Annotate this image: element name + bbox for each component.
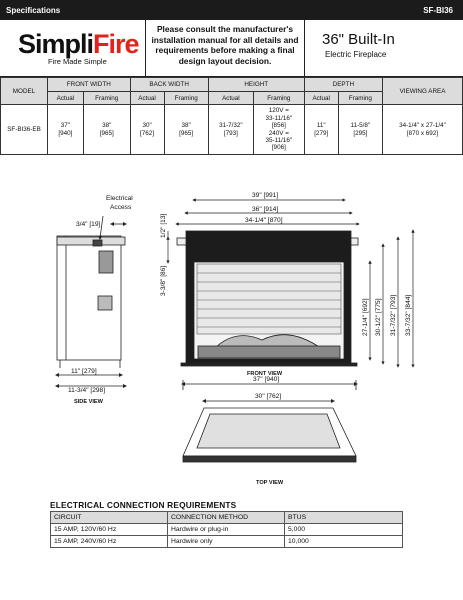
- ember-bed: [198, 346, 340, 358]
- model-code: SF-BI36: [423, 6, 453, 15]
- section-label: Specifications: [6, 6, 61, 15]
- electrical-title: ELECTRICAL CONNECTION REQUIREMENTS: [50, 500, 237, 510]
- vent-grille: [98, 296, 112, 310]
- top-front-edge: [183, 456, 356, 462]
- cell-btus: 5,000: [285, 524, 403, 536]
- side-view: [57, 216, 125, 386]
- dim-label-31: 31-7/32" [793]: [390, 294, 397, 336]
- cell-btus: 10,000: [285, 536, 403, 548]
- dim-label-33: 33-7/32" [844]: [405, 294, 412, 336]
- brand-name-prefix: Simpli: [18, 29, 94, 59]
- side-top-flange: [57, 237, 125, 245]
- leader-electrical: [100, 216, 103, 238]
- dim-label-39: 39" [991]: [252, 192, 279, 199]
- brand-logo: [18, 30, 139, 66]
- product-title: 36" Built-In: [322, 31, 395, 48]
- dim-label-30: 30-1/2" [775]: [375, 298, 382, 336]
- cell-height-framing: 120V = 33-11/16" [856] 240V = 35-11/16" [906]: [253, 105, 304, 155]
- cell-depth-framing: 11-5/8" [295]: [338, 105, 382, 155]
- sub-header: Framing: [338, 92, 382, 105]
- dim-label-side-depth-2: 11-3/4" [298]: [68, 387, 106, 394]
- product-subtitle: Electric Fireplace: [325, 50, 387, 59]
- spec-table: [0, 77, 463, 155]
- front-view: [177, 231, 358, 366]
- electrical-access-label: Electrical: [106, 195, 133, 202]
- dim-label-side-depth: 11" [279]: [71, 368, 97, 375]
- group-front-width: FRONT WIDTH: [48, 78, 131, 92]
- header: [0, 20, 463, 77]
- col-model: MODEL: [1, 78, 48, 105]
- sub-header: Actual: [304, 92, 338, 105]
- side-view-label: SIDE VIEW: [74, 399, 103, 405]
- sub-header: Actual: [130, 92, 164, 105]
- col-viewing-area: VIEWING AREA: [383, 78, 463, 105]
- dim-label-3-3-8: 3-3/8" [86]: [160, 265, 167, 296]
- sub-header: Framing: [83, 92, 130, 105]
- cell-height-actual: 31-7/32" [793]: [208, 105, 253, 155]
- group-back-width: BACK WIDTH: [130, 78, 208, 92]
- cell-viewing-area: 34-1/4" x 27-1/4" [870 x 692]: [383, 105, 463, 155]
- dim-label-36: 36" [914]: [252, 206, 279, 213]
- access-box: [93, 240, 102, 246]
- sub-header: Actual: [48, 92, 84, 105]
- top-inner: [197, 414, 340, 448]
- cell-front-framing: 38" [965]: [83, 105, 130, 155]
- technical-drawing: [0, 178, 463, 498]
- electrical-table: [50, 511, 403, 548]
- dim-label-top-37: 37" [940]: [253, 376, 280, 383]
- cell-model: SF-BI36-EB: [1, 105, 48, 155]
- dim-label-27: 27-1/4" [692]: [362, 298, 369, 336]
- front-view-label: FRONT VIEW: [247, 371, 283, 377]
- cell-depth-actual: 11" [279]: [304, 105, 338, 155]
- top-bar: [0, 0, 463, 20]
- front-base: [181, 363, 357, 366]
- sub-header: Actual: [208, 92, 253, 105]
- brand-name-suffix: Fire: [93, 29, 139, 59]
- cell-connection: Hardwire only: [168, 536, 285, 548]
- electrical-box: [99, 251, 113, 273]
- group-height: HEIGHT: [208, 78, 304, 92]
- sub-header: Framing: [164, 92, 208, 105]
- cell-back-actual: 30" [762]: [130, 105, 164, 155]
- brick-pattern: [197, 264, 341, 334]
- col-circuit: CIRCUIT: [51, 512, 168, 524]
- cell-back-framing: 38" [965]: [164, 105, 208, 155]
- cell-front-actual: 37" [940]: [48, 105, 84, 155]
- col-btus: BTUS: [285, 512, 403, 524]
- cell-circuit: 15 AMP, 240V/60 Hz: [51, 536, 168, 548]
- dim-label-3-4: 3/4" [19]: [76, 221, 101, 228]
- group-depth: DEPTH: [304, 78, 382, 92]
- cell-connection: Hardwire or plug-in: [168, 524, 285, 536]
- dim-label-34: 34-1/4" [870]: [245, 217, 283, 224]
- cell-circuit: 15 AMP, 120V/60 Hz: [51, 524, 168, 536]
- electrical-access-label: Access: [110, 204, 132, 211]
- dim-label-1-2: 1/2" [13]: [160, 213, 167, 238]
- dim-label-top-30: 30" [762]: [255, 393, 282, 400]
- brand-tagline: Fire Made Simple: [48, 57, 107, 66]
- installation-notice: Please consult the manufacturer's installation manual for all details and requirements before making a final design layout decision.: [145, 20, 305, 76]
- brick-wall: [197, 264, 341, 334]
- sub-header: Framing: [253, 92, 304, 105]
- col-connection: CONNECTION METHOD: [168, 512, 285, 524]
- top-view-label: TOP VIEW: [256, 480, 284, 486]
